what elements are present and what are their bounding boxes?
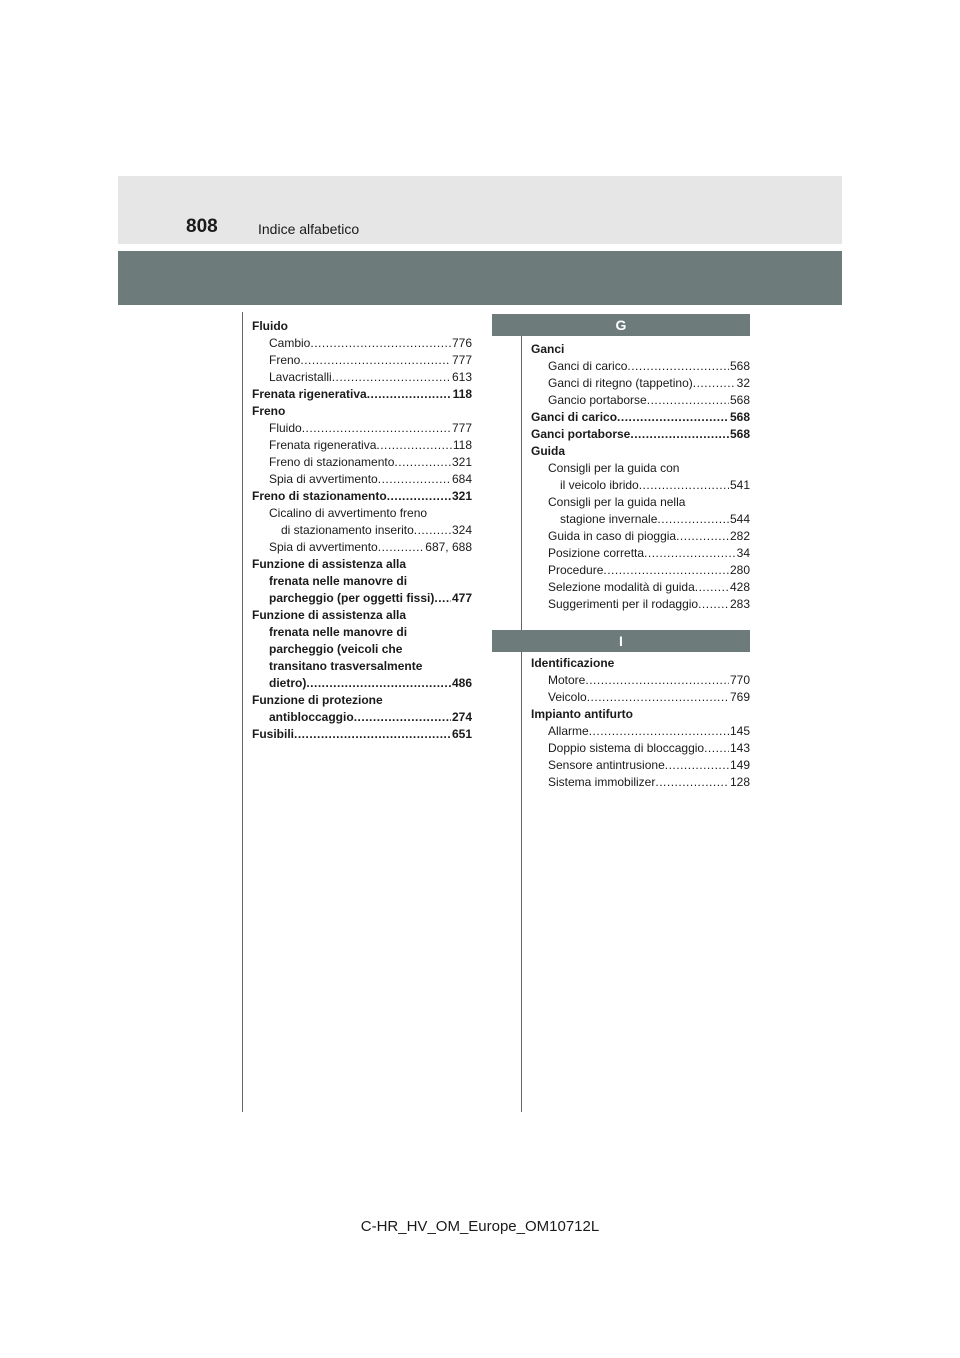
entry-label: Allarme (548, 724, 589, 738)
entry-label: Spia di avvertimento (269, 540, 378, 554)
index-entry (531, 477, 750, 494)
entry-label: dietro) (269, 676, 307, 690)
index-entry (531, 757, 750, 774)
dot-leader (294, 726, 451, 743)
page-number: 808 (186, 216, 218, 237)
index-section-g (531, 341, 750, 613)
entry-label: Frenata rigenerativa (252, 387, 367, 401)
index-entry (531, 511, 750, 528)
dot-leader (639, 477, 729, 494)
dot-leader (587, 689, 729, 706)
index-entry (531, 545, 750, 562)
dot-leader (695, 579, 729, 596)
index-entry: Identificazione (531, 656, 615, 670)
entry-label: Gancio portaborse (548, 393, 647, 407)
section-letter-i: I (492, 630, 750, 652)
dot-leader (378, 539, 425, 556)
index-column-left (252, 318, 472, 743)
dot-leader (414, 522, 451, 539)
index-entry (252, 420, 472, 437)
dot-leader (704, 740, 729, 757)
entry-page-ref: 282 (729, 529, 750, 543)
dot-leader (310, 335, 451, 352)
dot-leader (354, 709, 451, 726)
index-entry (252, 335, 472, 352)
index-entry (252, 369, 472, 386)
entry-page-ref: 32 (736, 376, 750, 390)
dot-leader (387, 488, 451, 505)
left-column-rule (242, 312, 243, 1112)
index-entry (252, 488, 472, 505)
index-entry (531, 596, 750, 613)
entry-page-ref: 568 (729, 359, 750, 373)
entry-label: parcheggio (per oggetti fissi) (269, 591, 435, 605)
entry-label: Veicolo (548, 690, 587, 704)
entry-page-ref: 684 (451, 472, 472, 486)
entry-label: Cambio (269, 336, 311, 350)
entry-label: Suggerimenti per il rodaggio (548, 597, 699, 611)
entry-page-ref: 324 (451, 523, 472, 537)
index-entry (252, 539, 472, 556)
index-entry (531, 392, 750, 409)
header-accent-bar (118, 251, 842, 305)
index-entry: Impianto antifurto (531, 707, 633, 721)
dot-leader (306, 675, 451, 692)
dot-leader (693, 375, 736, 392)
entry-label: stagione invernale (560, 512, 658, 526)
entry-page-ref: 118 (452, 438, 472, 452)
index-entry: transitano trasversalmente (269, 659, 423, 673)
entry-page-ref: 651 (451, 727, 472, 741)
dot-leader (300, 352, 451, 369)
entry-label: Sensore antintrusione (548, 758, 665, 772)
entry-label: Freno (269, 353, 301, 367)
entry-page-ref: 568 (729, 410, 750, 424)
index-entry: frenata nelle manovre di (269, 625, 408, 639)
index-entry: Ganci (531, 342, 565, 356)
document-code: C-HR_HV_OM_Europe_OM10712L (360, 1218, 600, 1235)
dot-leader (603, 562, 729, 579)
dot-leader (589, 723, 729, 740)
entry-label: Freno di stazionamento (269, 455, 395, 469)
index-entry (252, 522, 472, 539)
index-entry (252, 454, 472, 471)
index-entry: Funzione di protezione (252, 693, 383, 707)
dot-leader (617, 409, 729, 426)
index-entry (531, 774, 750, 791)
index-entry (531, 562, 750, 579)
entry-label: Fusibili (252, 727, 294, 741)
index-entry: frenata nelle manovre di (269, 574, 408, 588)
entry-page-ref: 118 (452, 387, 472, 401)
entry-label: Motore (548, 673, 586, 687)
index-entry (252, 386, 472, 403)
entry-page-ref: 283 (729, 597, 750, 611)
index-entry (252, 437, 472, 454)
dot-leader (676, 528, 729, 545)
entry-label: Ganci di carico (531, 410, 618, 424)
index-entry: Consigli per la guida nella (548, 495, 686, 509)
entry-page-ref: 321 (451, 489, 472, 503)
index-section-i (531, 655, 750, 791)
entry-page-ref: 568 (729, 393, 750, 407)
entry-page-ref: 274 (451, 710, 472, 724)
entry-page-ref: 34 (736, 546, 750, 560)
entry-label: di stazionamento inserito (281, 523, 414, 537)
entry-label: Freno di stazionamento (252, 489, 387, 503)
index-entry: Consigli per la guida con (548, 461, 680, 475)
entry-page-ref: 477 (451, 591, 472, 605)
entry-page-ref: 280 (729, 563, 750, 577)
entry-label: Frenata rigenerativa (269, 438, 377, 452)
index-entry (252, 709, 472, 726)
index-entry: Fluido (252, 319, 288, 333)
index-entry: Funzione di assistenza alla (252, 557, 407, 571)
entry-page-ref: 486 (451, 676, 472, 690)
index-entry: Funzione di assistenza alla (252, 608, 407, 622)
index-entry (252, 726, 472, 743)
entry-label: Ganci di ritegno (tappetino) (548, 376, 693, 390)
index-entry: parcheggio (veicoli che (269, 642, 403, 656)
entry-page-ref: 687, 688 (425, 540, 472, 554)
middle-column-rule (521, 336, 522, 1112)
dot-leader (630, 426, 729, 443)
entry-page-ref: 776 (451, 336, 472, 350)
entry-label: Lavacristalli (269, 370, 332, 384)
entry-page-ref: 143 (729, 741, 750, 755)
entry-page-ref: 770 (729, 673, 750, 687)
entry-label: Ganci di carico (548, 359, 628, 373)
dot-leader (302, 420, 451, 437)
dot-leader (665, 757, 729, 774)
page-title: Indice alfabetico (258, 221, 360, 237)
index-entry (252, 590, 472, 607)
index-entry (531, 579, 750, 596)
entry-page-ref: 428 (729, 580, 750, 594)
dot-leader (698, 596, 729, 613)
dot-leader (657, 511, 729, 528)
index-entry (531, 672, 750, 689)
index-entry (531, 723, 750, 740)
entry-label: Ganci portaborse (531, 427, 631, 441)
header-band (118, 176, 842, 244)
dot-leader (585, 672, 729, 689)
entry-page-ref: 544 (729, 512, 750, 526)
index-entry (531, 740, 750, 757)
entry-page-ref: 128 (729, 775, 750, 789)
index-entry (531, 358, 750, 375)
index-entry: Guida (531, 444, 566, 458)
entry-label: Posizione corretta (548, 546, 645, 560)
entry-label: il veicolo ibrido (560, 478, 639, 492)
index-entry (531, 409, 750, 426)
entry-label: Doppio sistema di bloccaggio (548, 741, 705, 755)
index-entry (252, 471, 472, 488)
entry-label: Fluido (269, 421, 302, 435)
dot-leader (434, 590, 451, 607)
entry-page-ref: 777 (451, 353, 472, 367)
dot-leader (655, 774, 729, 791)
index-entry (531, 426, 750, 443)
dot-leader (394, 454, 451, 471)
index-entry (252, 352, 472, 369)
entry-label: Selezione modalità di guida (548, 580, 695, 594)
entry-page-ref: 145 (729, 724, 750, 738)
entry-page-ref: 777 (451, 421, 472, 435)
entry-page-ref: 568 (729, 427, 750, 441)
section-letter-g: G (492, 314, 750, 336)
dot-leader (367, 386, 452, 403)
entry-page-ref: 613 (451, 370, 472, 384)
dot-leader (627, 358, 729, 375)
dot-leader (647, 392, 729, 409)
index-entry (531, 375, 750, 392)
index-entry (531, 689, 750, 706)
entry-page-ref: 541 (729, 478, 750, 492)
dot-leader (332, 369, 451, 386)
entry-label: Sistema immobilizer (548, 775, 656, 789)
dot-leader (376, 437, 451, 454)
index-entry (531, 528, 750, 545)
index-entry: Freno (252, 404, 286, 418)
entry-page-ref: 769 (729, 690, 750, 704)
index-entry: Cicalino di avvertimento freno (269, 506, 428, 520)
entry-label: antibloccaggio (269, 710, 354, 724)
entry-page-ref: 149 (729, 758, 750, 772)
entry-label: Procedure (548, 563, 604, 577)
entry-label: Guida in caso di pioggia (548, 529, 677, 543)
entry-page-ref: 321 (451, 455, 472, 469)
index-entry (252, 675, 472, 692)
dot-leader (378, 471, 451, 488)
entry-label: Spia di avvertimento (269, 472, 378, 486)
dot-leader (644, 545, 736, 562)
